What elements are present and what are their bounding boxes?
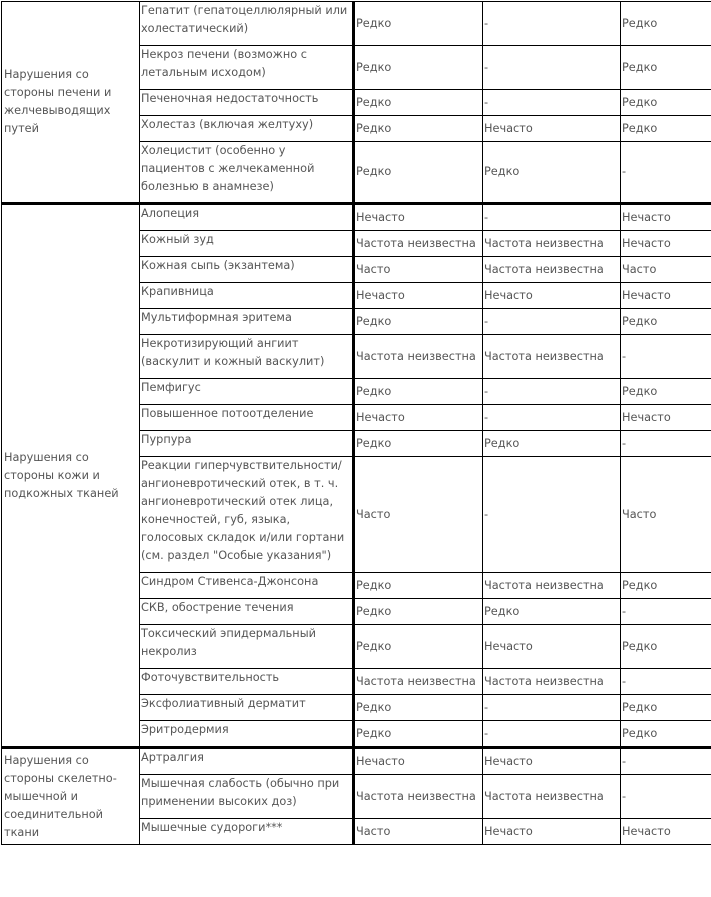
frequency-cell-2: Частота неизвестна bbox=[483, 669, 621, 695]
frequency-cell-3: Нечасто bbox=[621, 231, 711, 257]
frequency-cell-2: Нечасто bbox=[483, 625, 621, 669]
term-cell: Мышечные судороги*** bbox=[140, 819, 354, 845]
frequency-cell-2: - bbox=[483, 90, 621, 116]
frequency-cell-2: - bbox=[483, 695, 621, 721]
frequency-cell-1: Редко bbox=[354, 599, 483, 625]
frequency-cell-1: Часто bbox=[354, 457, 483, 573]
frequency-cell-3: - bbox=[621, 142, 711, 204]
frequency-cell-2: Частота неизвестна bbox=[483, 231, 621, 257]
frequency-cell-2: Редко bbox=[483, 431, 621, 457]
term-cell: Холецистит (особенно у пациентов с желчекаменной болезнью в анамнезе) bbox=[140, 142, 354, 204]
term-cell: Кожная сыпь (экзантема) bbox=[140, 257, 354, 283]
term-cell: Реакции гиперчувствительности/ ангионевротический отек, в т. ч. ангионевротический отек лица, конечностей, губ, языка, голосовых складок и/или гортани (см. раздел "Особые указания") bbox=[140, 457, 354, 573]
table-row bbox=[2, 2, 711, 46]
frequency-cell-1: Редко bbox=[354, 46, 483, 90]
frequency-cell-1: Редко bbox=[354, 116, 483, 142]
frequency-cell-1: Редко bbox=[354, 90, 483, 116]
frequency-cell-3: - bbox=[621, 431, 711, 457]
frequency-cell-2: - bbox=[483, 46, 621, 90]
term-cell: Токсический эпидермальный некролиз bbox=[140, 625, 354, 669]
frequency-cell-3: - bbox=[621, 599, 711, 625]
frequency-cell-1: Редко bbox=[354, 431, 483, 457]
term-cell: Гепатит (гепатоцеллюлярный или холестатический) bbox=[140, 2, 354, 46]
frequency-cell-2: Нечасто bbox=[483, 748, 621, 775]
frequency-cell-3: Редко bbox=[621, 695, 711, 721]
frequency-cell-2: - bbox=[483, 309, 621, 335]
frequency-cell-2: - bbox=[483, 721, 621, 748]
frequency-cell-1: Редко bbox=[354, 379, 483, 405]
frequency-cell-1: Нечасто bbox=[354, 283, 483, 309]
frequency-cell-3: Редко bbox=[621, 379, 711, 405]
frequency-cell-3: - bbox=[621, 335, 711, 379]
frequency-cell-3: Нечасто bbox=[621, 283, 711, 309]
term-cell: Артралгия bbox=[140, 748, 354, 775]
frequency-cell-3: Редко bbox=[621, 2, 711, 46]
frequency-cell-3: Часто bbox=[621, 457, 711, 573]
frequency-cell-3: Редко bbox=[621, 116, 711, 142]
frequency-cell-3: Часто bbox=[621, 257, 711, 283]
frequency-cell-3: - bbox=[621, 775, 711, 819]
frequency-cell-3: Редко bbox=[621, 46, 711, 90]
table-row bbox=[2, 748, 711, 775]
term-cell: Пурпура bbox=[140, 431, 354, 457]
term-cell: Печеночная недостаточность bbox=[140, 90, 354, 116]
frequency-cell-2: Нечасто bbox=[483, 819, 621, 845]
frequency-cell-1: Редко bbox=[354, 721, 483, 748]
frequency-cell-1: Часто bbox=[354, 257, 483, 283]
frequency-cell-1: Частота неизвестна bbox=[354, 335, 483, 379]
frequency-cell-1: Частота неизвестна bbox=[354, 231, 483, 257]
term-cell: СКВ, обострение течения bbox=[140, 599, 354, 625]
frequency-cell-2: Частота неизвестна bbox=[483, 573, 621, 599]
frequency-cell-1: Редко bbox=[354, 142, 483, 204]
term-cell: Некроз печени (возможно с летальным исходом) bbox=[140, 46, 354, 90]
frequency-cell-3: Редко bbox=[621, 625, 711, 669]
frequency-cell-1: Редко bbox=[354, 309, 483, 335]
frequency-cell-1: Нечасто bbox=[354, 204, 483, 231]
frequency-cell-2: Частота неизвестна bbox=[483, 335, 621, 379]
frequency-cell-1: Нечасто bbox=[354, 748, 483, 775]
frequency-cell-1: Редко bbox=[354, 695, 483, 721]
frequency-cell-2: - bbox=[483, 379, 621, 405]
frequency-cell-2: - bbox=[483, 405, 621, 431]
frequency-cell-3: Редко bbox=[621, 90, 711, 116]
frequency-cell-3: Нечасто bbox=[621, 405, 711, 431]
frequency-cell-2: Нечасто bbox=[483, 116, 621, 142]
term-cell: Эксфолиативный дерматит bbox=[140, 695, 354, 721]
term-cell: Алопеция bbox=[140, 204, 354, 231]
term-cell: Фоточувствительность bbox=[140, 669, 354, 695]
frequency-cell-2: Частота неизвестна bbox=[483, 257, 621, 283]
frequency-cell-3: Редко bbox=[621, 721, 711, 748]
frequency-cell-2: Частота неизвестна bbox=[483, 775, 621, 819]
frequency-cell-1: Часто bbox=[354, 819, 483, 845]
frequency-cell-1: Частота неизвестна bbox=[354, 669, 483, 695]
term-cell: Кожный зуд bbox=[140, 231, 354, 257]
term-cell: Мультиформная эритема bbox=[140, 309, 354, 335]
term-cell: Синдром Стивенса-Джонсона bbox=[140, 573, 354, 599]
category-cell: Нарушения со стороны скелетно-мышечной и соединительной ткани bbox=[2, 748, 140, 845]
frequency-cell-3: - bbox=[621, 748, 711, 775]
frequency-cell-3: - bbox=[621, 669, 711, 695]
term-cell: Некротизирующий ангиит (васкулит и кожный васкулит) bbox=[140, 335, 354, 379]
frequency-cell-3: Нечасто bbox=[621, 819, 711, 845]
frequency-cell-3: Редко bbox=[621, 573, 711, 599]
term-cell: Холестаз (включая желтуху) bbox=[140, 116, 354, 142]
frequency-cell-2: - bbox=[483, 2, 621, 46]
frequency-cell-1: Нечасто bbox=[354, 405, 483, 431]
term-cell: Мышечная слабость (обычно при применении высоких доз) bbox=[140, 775, 354, 819]
frequency-cell-1: Редко bbox=[354, 625, 483, 669]
category-cell: Нарушения со стороны кожи и подкожных тканей bbox=[2, 204, 140, 748]
table-body bbox=[2, 2, 711, 845]
adverse-reactions-table bbox=[1, 1, 711, 845]
term-cell: Пемфигус bbox=[140, 379, 354, 405]
frequency-cell-1: Редко bbox=[354, 573, 483, 599]
frequency-cell-2: Редко bbox=[483, 142, 621, 204]
term-cell: Повышенное потоотделение bbox=[140, 405, 354, 431]
category-cell: Нарушения со стороны печени и желчевыводящих путей bbox=[2, 2, 140, 204]
frequency-cell-2: - bbox=[483, 457, 621, 573]
frequency-cell-2: - bbox=[483, 204, 621, 231]
frequency-cell-3: Редко bbox=[621, 309, 711, 335]
frequency-cell-1: Частота неизвестна bbox=[354, 775, 483, 819]
term-cell: Эритродермия bbox=[140, 721, 354, 748]
term-cell: Крапивница bbox=[140, 283, 354, 309]
table-row bbox=[2, 204, 711, 231]
frequency-cell-2: Нечасто bbox=[483, 283, 621, 309]
frequency-cell-2: Редко bbox=[483, 599, 621, 625]
frequency-cell-1: Редко bbox=[354, 2, 483, 46]
frequency-cell-3: Нечасто bbox=[621, 204, 711, 231]
